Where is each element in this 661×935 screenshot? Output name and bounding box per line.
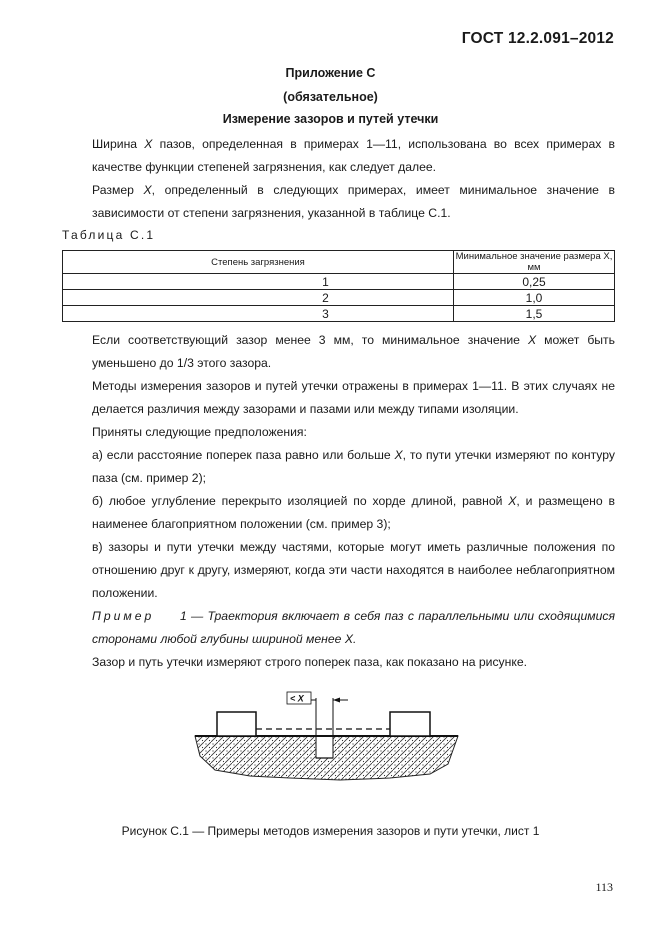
table-cell-degree: 3: [63, 306, 454, 322]
paragraph-8: в) зазоры и пути утечки между частями, которые могут иметь различные положения по отношению друг к другу, измеряют, когда эти части находятся в наиболее неблагоприятном положении.: [92, 540, 615, 600]
paragraph-6: а) если расстояние поперек паза равно или больше X, то пути утечки измеряют по контуру паза (см. пример 2);: [92, 448, 615, 485]
pollution-table: [62, 250, 615, 322]
paragraph-9: Зазор и путь утечки измеряют строго поперек паза, как показано на рисунке.: [92, 655, 528, 669]
paragraph-1: Ширина X пазов, определенная в примерах 1—11, использована во всех примерах в качестве функции степеней загрязнения, как следует далее.: [92, 137, 616, 174]
table-cell-degree: 2: [63, 290, 454, 306]
example-text: 1 — Траектория включает в себя паз с параллельными или сходящимися сторонами любой глубины шириной менее X.: [92, 609, 615, 646]
appendix-title: Приложение С: [285, 66, 376, 80]
standard-header: ГОСТ 12.2.091–2012: [461, 30, 614, 47]
table-row: [63, 306, 615, 322]
table-cell-value: 0,25: [454, 274, 615, 290]
conductor-left: [217, 712, 256, 736]
table-header-degree: Степень загрязнения: [63, 251, 454, 274]
figure-caption: Рисунок С.1 — Примеры методов измерения зазоров и пути утечки, лист 1: [121, 824, 540, 838]
example-label: Пример: [92, 609, 155, 623]
paragraph-5: Приняты следующие предположения:: [92, 425, 307, 439]
conductor-right: [390, 712, 430, 736]
slot-measurement-figure: [190, 686, 462, 786]
table-row: [63, 274, 615, 290]
paragraph-4: Методы измерения зазоров и путей утечки отражены в примерах 1—11. В этих случаях не делается различия между зазорами и пазами или между типами изоляции.: [92, 379, 615, 416]
table-header-min-value: Минимальное значение размера X, мм: [454, 251, 615, 274]
example-note: [62, 605, 615, 651]
table-cell-degree: 1: [63, 274, 454, 290]
appendix-subtitle: Измерение зазоров и путей утечки: [222, 112, 439, 126]
table-header-row: [63, 251, 615, 274]
paragraph-3: Если соответствующий зазор менее 3 мм, то минимальное значение X может быть уменьшено до 1/3 этого зазора.: [92, 333, 615, 370]
table-caption: Таблица С.1: [62, 228, 156, 242]
table-cell-value: 1,5: [454, 306, 615, 322]
table-row: [63, 290, 615, 306]
table-cell-value: 1,0: [454, 290, 615, 306]
page-number: 113: [595, 880, 613, 894]
paragraph-2: Размер X, определенный в следующих примерах, имеет минимальное значение в зависимости от степени загрязнения, указанной в таблице С.1.: [92, 183, 615, 220]
dimension-label: < X: [290, 693, 304, 704]
paragraph-7: б) любое углубление перекрыто изоляцией по хорде длиной, равной X, и размещено в наименее благоприятном положении (см. пример 3);: [92, 494, 616, 531]
appendix-status: (обязательное): [283, 90, 378, 104]
